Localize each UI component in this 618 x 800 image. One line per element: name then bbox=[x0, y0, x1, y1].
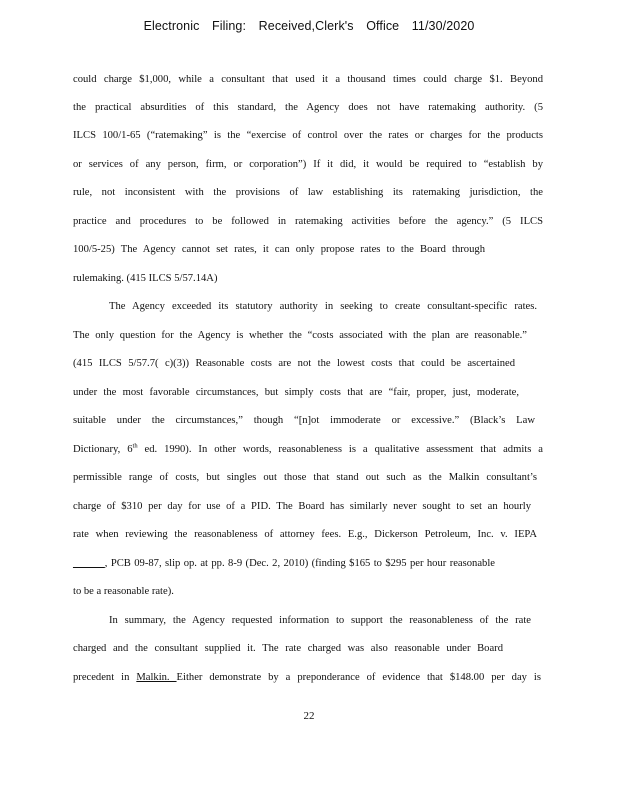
case-citation-malkin: Malkin. bbox=[136, 672, 177, 683]
body-line: rule, not inconsistent with the provisions of law establishing its ratemaking jurisdiction, the bbox=[73, 187, 543, 198]
page-number: 22 bbox=[303, 710, 315, 722]
body-line: The Agency exceeded its statutory authority in seeking to create consultant-specific rates. bbox=[109, 301, 537, 312]
body-line: charge of $310 per day for use of a PID. The Board has similarly never sought to set an hourly bbox=[73, 501, 531, 512]
body-line: 100/5-25) The Agency cannot set rates, it can only propose rates to the Board through bbox=[73, 244, 485, 255]
body-line: to be a reasonable rate). bbox=[73, 586, 174, 597]
body-line: could charge $1,000, while a consultant that used it a thousand times could charge $1. Beyond bbox=[73, 74, 543, 85]
body-line: under the most favorable circumstances, but simply costs that are “fair, proper, just, moderate, bbox=[73, 387, 519, 398]
body-line: rulemaking. (415 ILCS 5/57.14A) bbox=[73, 273, 218, 284]
body-line: charged and the consultant supplied it. The rate charged was also reasonable under Board bbox=[73, 643, 503, 654]
body-line: suitable under the circumstances,” though “[n]ot immoderate or excessive.” (Black’s Law bbox=[73, 415, 535, 426]
body-line: The only question for the Agency is whether the “costs associated with the plan are reasonable.” bbox=[73, 330, 527, 341]
body-line: In summary, the Agency requested information to support the reasonableness of the rate bbox=[109, 615, 531, 626]
body-line: permissible range of costs, but singles out those that stand out such as the Malkin consultant’s bbox=[73, 472, 537, 483]
body-line: ILCS 100/1-65 (“ratemaking” is the “exercise of control over the rates or charges for the products bbox=[73, 130, 543, 141]
body-line: (415 ILCS 5/57.7( c)(3)) Reasonable costs are not the lowest costs that could be ascertained bbox=[73, 358, 515, 369]
body-line: rate when reviewing the reasonableness of attorney fees. E.g., Dickerson Petroleum, Inc. v. IEPA bbox=[73, 529, 537, 540]
body-line: the practical absurdities of this standard, the Agency does not have ratemaking authority. (5 bbox=[73, 102, 543, 113]
body-line: or services of any person, firm, or corporation”) If it did, it would be required to “establish by bbox=[73, 159, 543, 170]
body-line: precedent in Malkin. Either demonstrate by a preponderance of evidence that $148.00 per day is bbox=[73, 672, 542, 683]
case-name-blank: ______ bbox=[73, 558, 105, 569]
body-line: Dictionary, 6th ed. 1990). In other words, reasonableness is a qualitative assessment that admits a bbox=[73, 442, 543, 455]
electronic-filing-header: Electronic Filing: Received,Clerk's Office 11/30/2020 bbox=[143, 19, 475, 33]
body-line: practice and procedures to be followed in ratemaking activities before the agency.” (5 ILCS bbox=[73, 216, 543, 227]
body-line: ______, PCB 09-87, slip op. at pp. 8-9 (Dec. 2, 2010) (finding $165 to $295 per hour reasonable bbox=[73, 558, 495, 569]
